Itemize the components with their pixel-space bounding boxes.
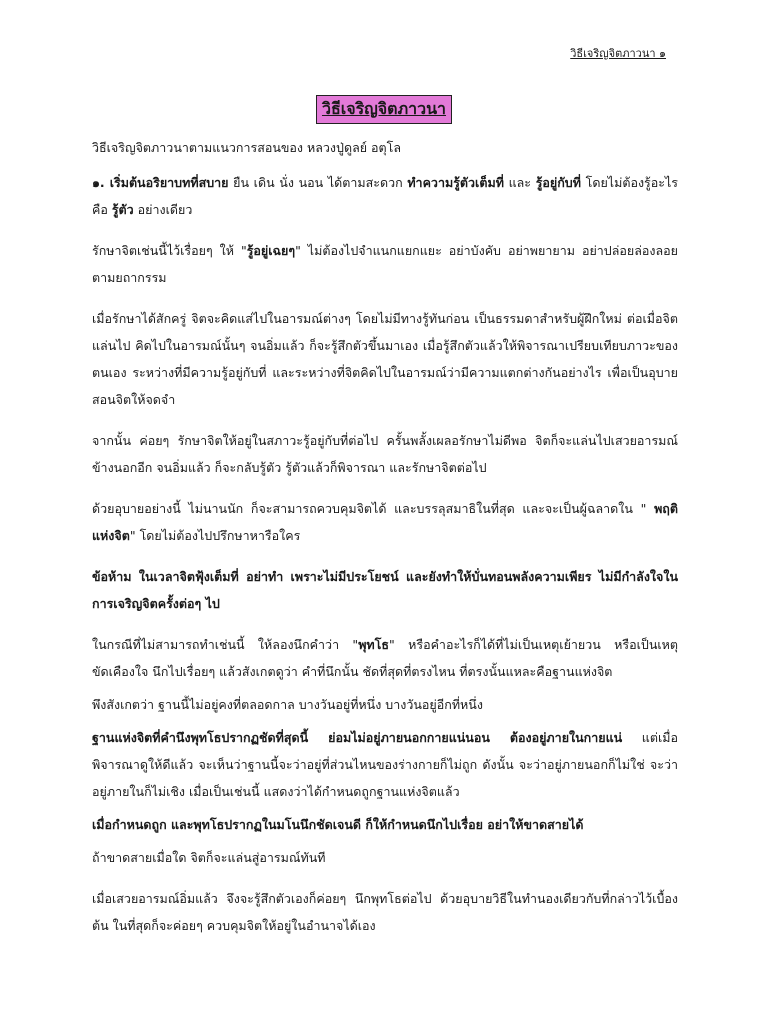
text: " หรือคำอะไรก็ได้ที่ไม่เป็นเหตุเย้ายวน หรือเป็นเหตุขัดเคืองใจ นึกไปเรื่อยๆ แล้วสังเกตดูว่า คำที่นึกนั้น ชัดที่สุดที่ตรงไหน ที่ตรงนั้นแหละคือฐานแห่งจิต: [92, 637, 678, 679]
emphasis: รู้ตัว: [111, 202, 134, 217]
text: " ไม่ต้องไปจำแนกแยกแยะ อย่าบังคับ อย่าพยายาม อย่าปล่อยล่องลอยตามยถากรรม: [92, 243, 678, 285]
paragraph-12: เมื่อเสวยอารมณ์อิ่มแล้ว จึงจะรู้สึกตัวเองก็ค่อยๆ นึกพุทโธต่อไป ด้วยอุบายวิธีในทำนองเดียวกับที่กล่าวไว้เบื้องต้น ในที่สุดก็จะค่อยๆ ควบคุมจิตให้อยู่ในอำนาจได้เอง: [92, 891, 678, 933]
paragraph-9: [92, 724, 678, 805]
paragraph-3: เมื่อรักษาได้สักครู่ จิตจะคิดแส่ไปในอารมณ์ต่างๆ โดยไม่มีทางรู้ทันก่อน เป็นธรรมดาสำหรับผู้ฝึกใหม่ ต่อเมื่อจิตแล่นไป คิดไปในอารมณ์นั้นๆ จนอิ่มแล้ว ก็จะรู้สึกตัวขึ้นมาเอง เมื่อรู้สึกตัวแล้วให้พิจารณาเปรียบเทียบภาวะของตนเอง ระหว่างที่มีความรู้อยู่กับที่ และระหว่างที่จิตคิดไปในอารมณ์ว่ามีความแตกต่างกันอย่างไร เพื่อเป็นอุบายสอนจิตให้จดจำ: [92, 311, 678, 407]
emphasis: ทำความรู้ตัวเต็มที่: [407, 175, 504, 190]
document-title: วิธีเจริญจิตภาวนา: [316, 95, 452, 124]
intro-paragraph: วิธีเจริญจิตภาวนาตามแนวการสอนของ หลวงปู่ดูลย์ อตุโล: [92, 140, 402, 155]
emphasis: พฤติแห่งจิต: [92, 501, 678, 543]
prohibition-paragraph: ข้อห้าม ในเวลาจิตฟุ้งเต็มที่ อย่าทำ เพราะไม่มีประโยชน์ และยังทำให้บั่นทอนพลังความเพียร ไม่มีกำลังใจในการเจริญจิตครั้งต่อๆ ไป: [92, 569, 678, 611]
paragraph-4: จากนั้น ค่อยๆ รักษาจิตให้อยู่ในสภาวะรู้อยู่กับที่ต่อไป ครั้นพลั้งเผลอรักษาไม่ดีพอ จิตก็จะแล่นไปเสวยอารมณ์ข้างนอกอีก จนอิ่มแล้ว ก็จะกลับรู้ตัว รู้ตัวแล้วก็พิจารณา และรักษาจิตต่อไป: [92, 433, 678, 475]
emphasis: รู้อยู่เฉยๆ: [246, 243, 296, 258]
text: รักษาจิตเช่นนี้ไว้เรื่อยๆ ให้ ": [92, 243, 247, 258]
paragraph-10: เมื่อกำหนดถูก และพุทโธปรากฏในมโนนึกชัดเจนดี ก็ให้กำหนดนึกไปเรื่อย อย่าให้ขาดสายได้: [92, 817, 584, 832]
text: ยืน เดิน นั่ง นอน ได้ตามสะดวก: [228, 175, 408, 190]
emphasis: พุทโธ: [358, 637, 390, 652]
emphasis: ฐานแห่งจิตที่คำนึงพุทโธปรากฏชัดที่สุดนี้ ย่อมไม่อยู่ภายนอกกายแน่นอน ต้องอยู่ภายในกายแน่: [92, 730, 623, 745]
title-container: [0, 95, 768, 124]
text: ในกรณีที่ไม่สามารถทำเช่นนี้ ให้ลองนึกคำว่า ": [92, 637, 359, 652]
paragraph-1: [92, 169, 678, 223]
paragraph-11: ถ้าขาดสายเมื่อใด จิตก็จะแล่นสู่อารมณ์ทันที: [92, 850, 326, 865]
paragraph-8: พึงสังเกตว่า ฐานนี้ไม่อยู่คงที่ตลอดกาล บางวันอยู่ที่หนึ่ง บางวันอยู่อีกที่หนึ่ง: [92, 697, 483, 712]
text: และ: [503, 175, 536, 190]
paragraph-5: [92, 495, 678, 549]
paragraph-2: [92, 237, 678, 291]
text: โดยไม่ต้องรู้อะไร คือ: [92, 175, 678, 217]
step-1-heading: ๑. เริ่มต้นอริยาบทที่สบาย: [92, 175, 229, 190]
text: อย่างเดียว: [133, 202, 193, 217]
paragraph-7: [92, 631, 678, 685]
text: ด้วยอุบายอย่างนี้ ไม่นานนัก ก็จะสามารถควบคุมจิตได้ และบรรลุสมาธิในที่สุด และจะเป็นผู้ฉลาดใน ": [92, 501, 655, 516]
text: " โดยไม่ต้องไปปรึกษาหารือใคร: [129, 528, 301, 543]
document-body: [92, 134, 678, 939]
page-header: วิธีเจริญจิตภาวนา ๑: [570, 47, 666, 60]
text: แต่เมื่อพิจารณาดูให้ดีแล้ว จะเห็นว่าฐานนี้จะว่าอยู่ที่ส่วนไหนของร่างกายก็ไม่ถูก ดังนั้น จะว่าอยู่ภายนอกก็ไม่ใช่ จะว่าอยู่ภายในก็ไม่เชิง เมื่อเป็นเช่นนี้ แสดงว่าได้กำหนดถูกฐานแห่งจิตแล้ว: [92, 730, 678, 799]
emphasis: รู้อยู่กับที่: [535, 175, 581, 190]
